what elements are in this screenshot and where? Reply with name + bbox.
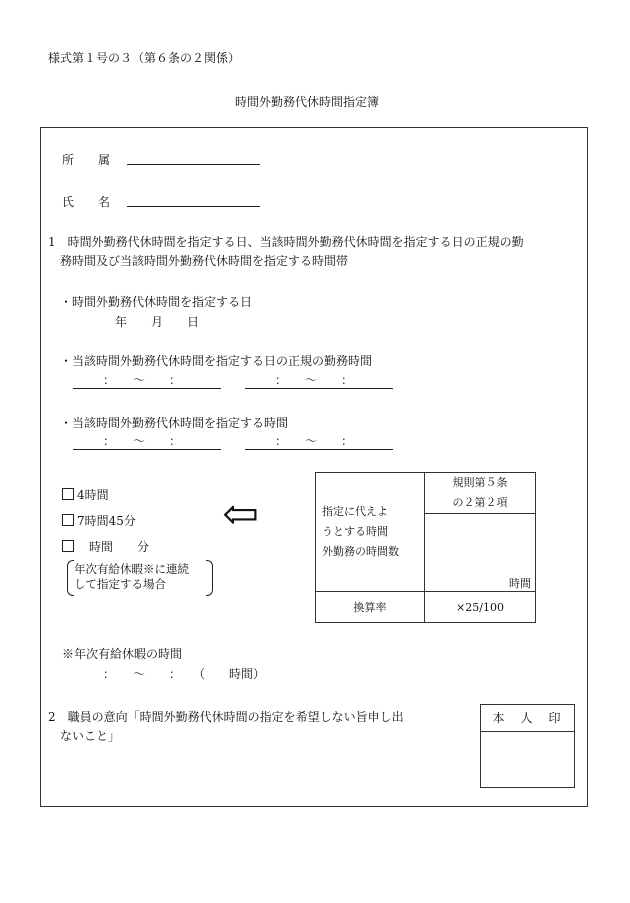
section2-line1: 2 職員の意向「時間外勤務代休時間の指定を希望しない旨申し出 — [48, 710, 404, 724]
designated-day-date: 年 月 日 — [115, 315, 200, 329]
rule-reference-header: 規則第５条 の２第２項 — [425, 473, 536, 514]
regular-hours-label: ・当該時間外勤務代休時間を指定する日の正規の勤務時間 — [60, 354, 373, 368]
rate-value: ×25/100 — [425, 592, 536, 623]
conversion-table — [315, 472, 536, 623]
annual-leave-time[interactable]: ： ～ ： （ 時間） — [103, 667, 266, 681]
option-4h[interactable]: 4時間 — [62, 486, 109, 503]
personal-seal-box[interactable] — [480, 704, 575, 788]
regular-hours-range-2[interactable]: ： ～ ： — [245, 374, 393, 389]
regular-hours-range-1[interactable]: ： ～ ： — [73, 374, 221, 389]
name-field[interactable] — [127, 190, 260, 207]
checkbox-icon[interactable] — [62, 514, 74, 526]
annual-leave-note: 年次有給休暇※に連続 して指定する場合 — [67, 560, 213, 596]
form-number: 様式第１号の３（第６条の２関係） — [48, 51, 241, 65]
designated-day-label: ・時間外勤務代休時間を指定する日 — [60, 295, 253, 309]
affiliation-label: 所 属 — [62, 153, 111, 167]
option-custom[interactable]: 時間 分 — [62, 538, 149, 555]
page-title: 時間外勤務代休時間指定簿 — [235, 95, 380, 109]
hours-input-cell[interactable]: 時間 — [425, 514, 536, 592]
rate-label: 換算率 — [316, 592, 425, 623]
checkbox-icon[interactable] — [62, 540, 74, 552]
affiliation-field[interactable] — [127, 148, 260, 165]
name-label: 氏 名 — [62, 195, 111, 209]
designated-hours-label: 指定に代えよ うとする時間 外勤務の時間数 — [316, 473, 425, 592]
seal-label: 本 人 印 — [481, 705, 574, 732]
option-7h45m[interactable]: 7時間45分 — [62, 512, 136, 529]
designated-time-range-2[interactable]: ： ～ ： — [245, 435, 393, 450]
section1-heading-line2: 務時間及び当該時間外勤務代休時間を指定する時間帯 — [60, 254, 349, 268]
designated-time-label: ・当該時間外勤務代休時間を指定する時間 — [60, 416, 289, 430]
annual-leave-note-label: ※年次有給休暇の時間 — [62, 647, 183, 661]
section2-line2: ないこと」 — [60, 729, 121, 743]
designated-time-range-1[interactable]: ： ～ ： — [73, 435, 221, 450]
checkbox-icon[interactable] — [62, 488, 74, 500]
section1-heading-line1: 1 時間外勤務代休時間を指定する日、当該時間外勤務代休時間を指定する日の正規の勤 — [48, 235, 524, 249]
left-arrow-icon: ⇦ — [222, 489, 259, 540]
